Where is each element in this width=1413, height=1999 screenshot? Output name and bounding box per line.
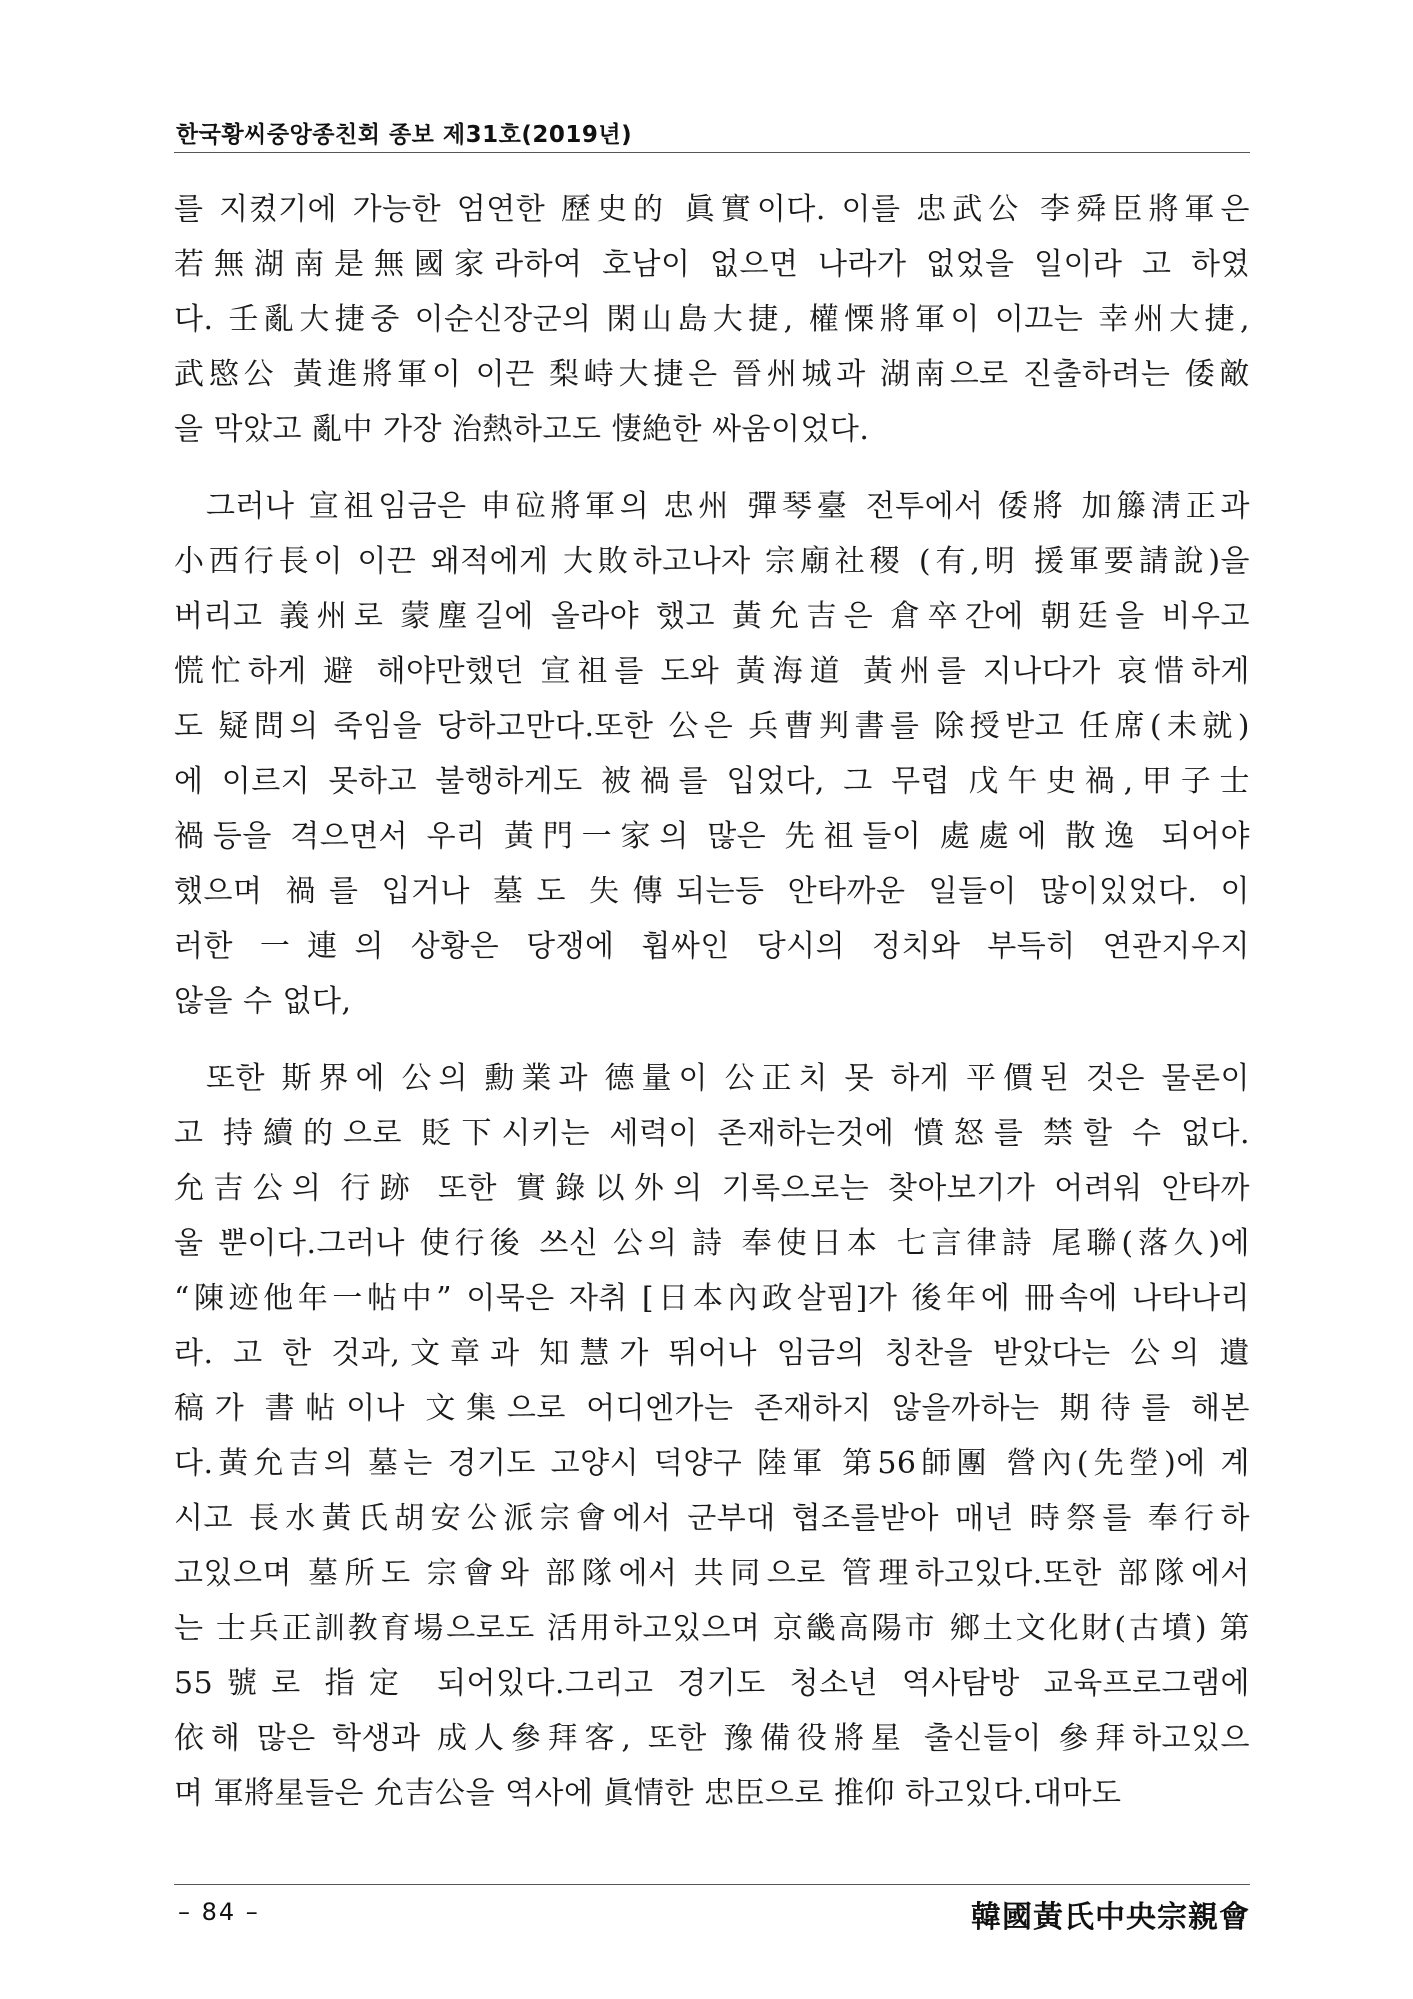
text-line: 禍등을 격으면서 우리 黃門一家의 많은 先祖들이 處處에 散逸 되어야	[174, 819, 1250, 854]
organization-name: 韓國黃氏中央宗親會	[971, 1900, 1250, 1935]
text-line: 稿가 書帖이나 文集으로 어디엔가는 존재하지 않을까하는 期待를 해본	[174, 1391, 1250, 1426]
text-line: 다. 壬亂大捷중 이순신장군의 閑山島大捷, 權慄將軍이 이끄는 幸州大捷,	[174, 302, 1250, 337]
paragraph-gap	[174, 1029, 1250, 1051]
newsletter-header-title: 한국황씨중앙종친회 종보 제31호(2019년)	[176, 122, 633, 148]
text-line: 그러나 宣祖임금은 申砬將軍의 忠州 彈琴臺 전투에서 倭將 加籐淸正과	[206, 489, 1250, 524]
text-line: 또한 斯界에 公의 勳業과 德量이 公正치 못 하게 平價된 것은 물론이	[206, 1061, 1250, 1096]
text-line: 에 이르지 못하고 불행하게도 被禍를 입었다, 그 무렵 戊午史禍,甲子士	[174, 764, 1250, 799]
text-line: 도 疑問의 죽임을 당하고만다.또한 公은 兵曹判書를 除授받고 任席(未就)	[174, 709, 1250, 744]
text-line: “陳迹他年一帖中” 이묵은 자취 [日本內政살핌]가 後年에 冊속에 나타나리	[174, 1281, 1250, 1316]
text-line: 允吉公의 行跡 또한 實錄以外의 기록으로는 찾아보기가 어려워 안타까	[174, 1171, 1250, 1206]
paragraph-gap	[174, 457, 1250, 479]
text-line: 버리고 義州로 蒙塵길에 올라야 했고 黃允吉은 倉卒간에 朝廷을 비우고	[174, 599, 1250, 634]
text-line: 다.黃允吉의 墓는 경기도 고양시 덕양구 陸軍 第56師團 營內(先塋)에 계	[174, 1446, 1250, 1481]
text-line: 러한 一連의 상황은 당쟁에 휩싸인 당시의 정치와 부득히 연관지우지	[174, 929, 1250, 964]
text-line: 시고 長水黃氏胡安公派宗會에서 군부대 협조를받아 매년 時祭를 奉行하	[174, 1501, 1250, 1536]
text-line: 고있으며 墓所도 宗會와 部隊에서 共同으로 管理하고있다.또한 部隊에서	[174, 1556, 1250, 1591]
text-line: 울 뿐이다.그러나 使行後 쓰신 公의 詩 奉使日本 七言律詩 尾聯(落久)에	[174, 1226, 1250, 1261]
page-number: – 84 –	[178, 1898, 260, 1926]
text-line: 라. 고 한 것과,文章과 知慧가 뛰어나 임금의 칭찬을 받았다는 公의 遺	[174, 1336, 1250, 1371]
header-divider	[174, 152, 1250, 153]
text-line: 는 士兵正訓教育場으로도 活用하고있으며 京畿高陽市 鄉土文化財(古墳) 第	[174, 1611, 1250, 1646]
paragraph	[174, 479, 1250, 1029]
text-line: 고 持續的으로 貶下시키는 세력이 존재하는것에 憤怒를 禁할 수 없다.	[174, 1116, 1250, 1151]
text-line: 小西行長이 이끈 왜적에게 大敗하고나자 宗廟社稷 (有,明 援軍要請說)을	[174, 544, 1250, 579]
text-line: 를 지켰기에 가능한 엄연한 歷史的 眞實이다. 이를 忠武公 李舜臣將軍은	[174, 192, 1250, 227]
text-line: 않을 수 없다,	[174, 984, 352, 1019]
text-line: 을 막았고 亂中 가장 治熱하고도 悽絶한 싸움이었다.	[174, 412, 870, 447]
text-line: 慌忙하게 避 해야만했던 宣祖를 도와 黃海道 黃州를 지나다가 哀惜하게	[174, 654, 1250, 689]
text-line: 若無湖南是無國家라하여 호남이 없으면 나라가 없었을 일이라 고 하였	[174, 247, 1250, 282]
text-line: 며 軍將星들은 允吉公을 역사에 眞情한 忠臣으로 推仰 하고있다.대마도	[174, 1776, 1122, 1811]
text-line: 55號로 指定 되어있다.그리고 경기도 청소년 역사탐방 교육프로그램에	[174, 1666, 1250, 1701]
article-body	[174, 182, 1250, 1821]
paragraph	[174, 1051, 1250, 1821]
text-line: 했으며 禍를 입거나 墓도 失傳되는등 안타까운 일들이 많이있었다. 이	[174, 874, 1250, 909]
footer-divider	[174, 1884, 1250, 1885]
text-line: 武愍公 黃進將軍이 이끈 梨峙大捷은 晉州城과 湖南으로 진출하려는 倭敵	[174, 357, 1250, 392]
text-line: 依해 많은 학생과 成人參拜客, 또한 豫備役將星 출신들이 參拜하고있으	[174, 1721, 1250, 1756]
paragraph	[174, 182, 1250, 457]
